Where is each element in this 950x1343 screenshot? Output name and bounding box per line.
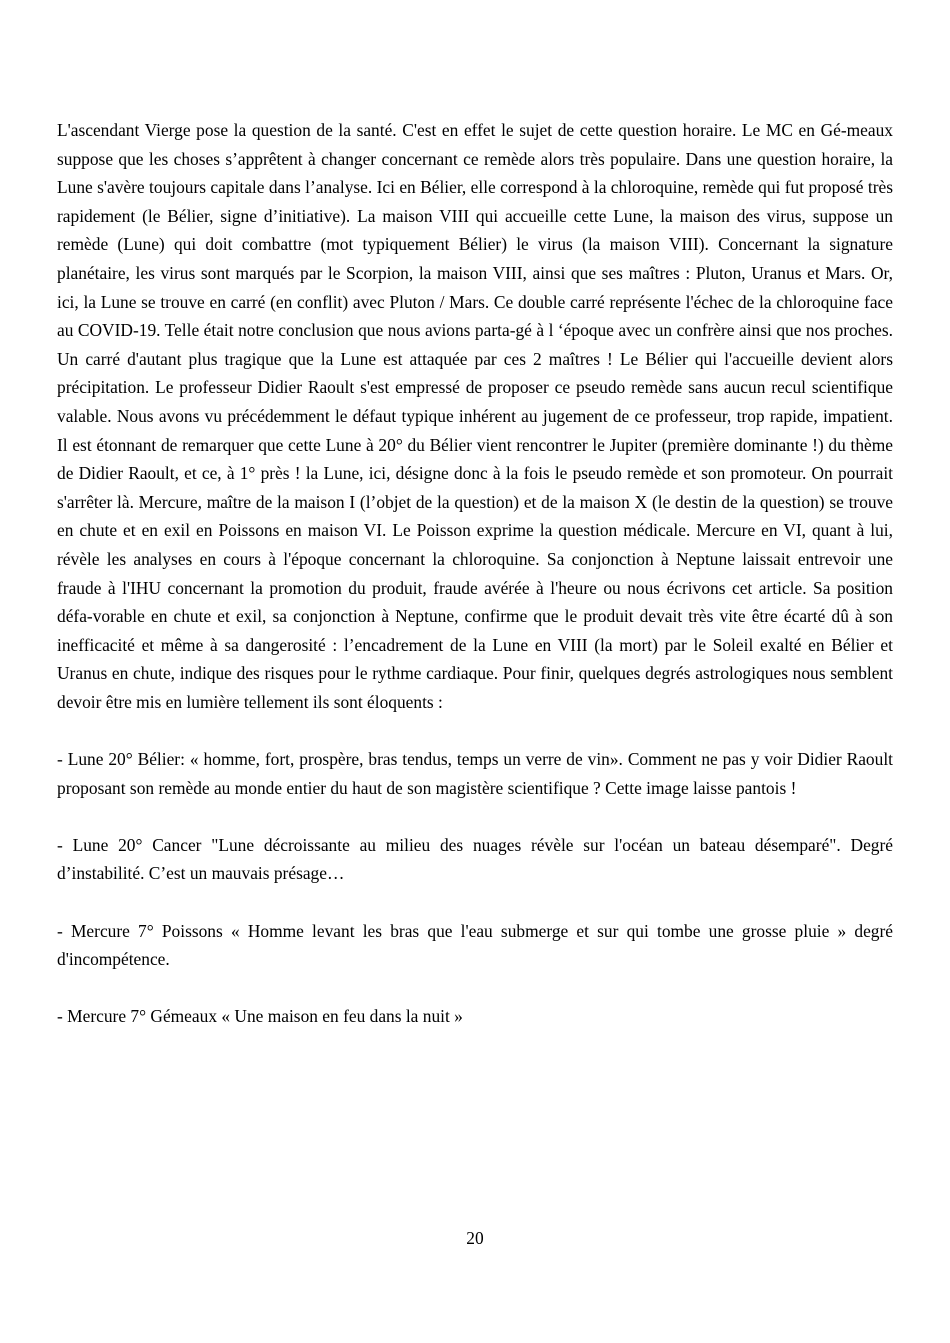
paragraph-3: - Lune 20° Cancer "Lune décroissante au milieu des nuages révèle sur l'océan un bateau désemparé". Degré d’instabilité. C’est un mauvais présage… <box>57 834 893 884</box>
paragraph-spacer <box>57 716 893 745</box>
paragraph-1: L'ascendant Vierge pose la question de la santé. C'est en effet le sujet de cette question horaire. Le MC en Gé-meaux suppose que les choses s’apprêtent à changer concernant ce remède alors très populaire. Dans une question horaire, la Lune s'avère toujours capitale dans l’analyse. Ici en Bélier, elle correspond à la chloroquine, remède qui fut proposé très rapidement (le Bélier, signe d’initiative). La maison VIII qui accueille cette Lune, la maison des virus, suppose un remède (Lune) qui doit combattre (mot typiquement Bélier) le virus (la maison VIII). Concernant la signature planétaire, les virus sont marqués par le Scorpion, la maison VIII, ainsi que ses maîtres : Pluton, Uranus et Mars. Or, ici, la Lune se trouve en carré (en conflit) avec Pluton / Mars. Ce double carré représente l'échec de la chloroquine face au COVID-19. Telle était notre conclusion que nous avions parta-gé à l ‘époque avec un confrère ainsi que nos proches. Un carré d'autant plus tragique que la Lune est attaquée par ces 2 maîtres ! Le Bélier qui l'accueille devient alors précipitation. Le professeur Didier Raoult s'est empressé de proposer ce pseudo remède sans aucun recul scientifique valable. Nous avons vu précédemment le défaut typique inhérent au jugement de ce professeur, trop rapide, impatient. Il est étonnant de remarquer que cette Lune à 20° du Bélier vient rencontrer le Jupiter (première dominante !) du thème de Didier Raoult, et ce, à 1° près ! la Lune, ici, désigne donc à la fois le pseudo remède et son promoteur. On pourrait s'arrêter là. Mercure, maître de la maison I (l’objet de la question) et de la maison X (le destin de la question) se trouve en chute et en exil en Poissons en maison VI. Le Poisson exprime la question médicale. Mercure en VI, quant à lui, révèle les analyses en cours à l'époque concernant la chloroquine. Sa conjonction à Neptune laissait entrevoir une fraude à l'IHU concernant la promotion du produit, fraude avérée à l'heure ou nous écrivons cet article. Sa position défa-vorable en chute et exil, sa conjonction à Neptune, confirme que le produit devait très vite être écarté dû à son inefficacité et même à sa dangerosité : l’encadrement de la Lune en VIII (la mort) par le Soleil exalté en Bélier et Uranus en chute, indique des risques pour le rythme cardiaque. Pour finir, quelques degrés astrologiques nous semblent devoir être mis en lumière tellement ils sont éloquents : <box>57 120 893 712</box>
paragraph-5: - Mercure 7° Gémeaux « Une maison en feu dans la nuit » <box>57 1006 463 1027</box>
paragraph-spacer <box>57 802 893 831</box>
paragraph-spacer <box>57 888 893 917</box>
page-number: 20 <box>466 1228 484 1248</box>
paragraph-spacer <box>57 974 893 1003</box>
paragraph-2: - Lune 20° Bélier: « homme, fort, prospère, bras tendus, temps un verre de vin». Comment ne pas y voir Didier Raoult proposant son remède au monde entier du haut de son magistère scientifique ? Cette image laisse pantois ! <box>57 749 893 798</box>
paragraph-4: - Mercure 7° Poissons « Homme levant les bras que l'eau submerge et sur qui tombe une grosse pluie » degré d'incompétence. <box>57 920 893 970</box>
page-body <box>57 116 893 1031</box>
